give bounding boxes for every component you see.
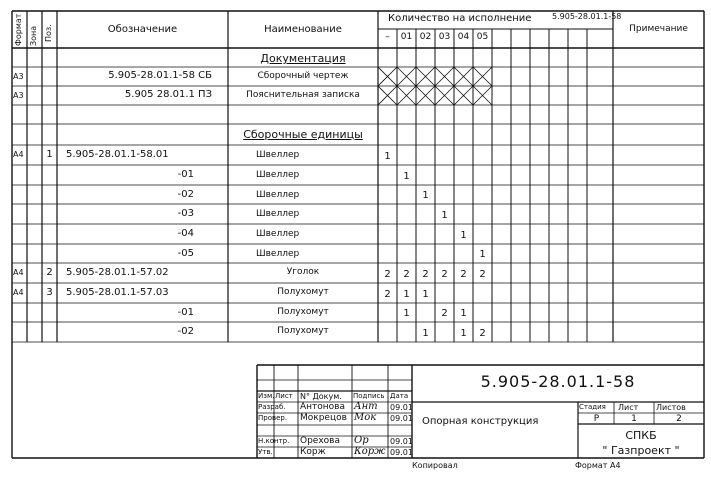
row-name: Швеллер: [256, 209, 300, 219]
row-designation: -04: [177, 228, 194, 239]
row-designation: 5.905-28.01.1-58.01: [66, 149, 169, 160]
tb-date: 09.01: [390, 414, 413, 423]
tb-signature: Ор: [354, 435, 369, 446]
qty-value: 2: [422, 269, 429, 280]
tb-role: Н.контр.: [258, 437, 290, 445]
tb-sheets: 2: [676, 414, 682, 424]
row-designation: 5.905 28.01.1 ПЗ: [124, 89, 212, 100]
row-name: Уголок: [286, 267, 320, 277]
row-designation: 5.905-28.01.1-57.02: [66, 267, 169, 278]
qty-value: 2: [441, 269, 448, 280]
row-designation: -01: [177, 169, 194, 180]
tb-signature: Корж: [354, 446, 386, 457]
qty-value: 2: [479, 269, 486, 280]
tb-hdr-izm: Изм.: [258, 392, 275, 400]
qty-value: 1: [479, 249, 486, 260]
header-variant: 03: [438, 32, 451, 42]
tb-signature: Ант: [354, 401, 378, 412]
header-qty-code: 5.905-28.01.1-58: [552, 12, 622, 21]
tb-date: 09.01: [390, 403, 413, 412]
qty-value: 1: [403, 289, 410, 300]
qty-value: 1: [422, 289, 429, 300]
row-name: Пояснительная записка: [246, 90, 360, 100]
row-pos: 1: [46, 149, 53, 160]
header-pos: Поз.: [44, 24, 53, 42]
tb-stage: Р: [593, 414, 600, 424]
row-format: А4: [13, 268, 24, 277]
tb-sheet-label: Лист: [618, 403, 639, 412]
tb-date: 09.01: [390, 437, 413, 446]
tb-person: Антонова: [300, 402, 345, 412]
tb-role: Провер.: [258, 414, 288, 422]
row-name: Сборочный чертеж: [257, 71, 349, 81]
row-format: А4: [13, 150, 24, 159]
tb-signature: Мок: [354, 412, 377, 423]
row-name: Полухомут: [277, 307, 329, 317]
qty-value: 1: [441, 210, 448, 221]
tb-document-code: 5.905-28.01.1-58: [480, 372, 636, 391]
row-format: А3: [13, 91, 24, 100]
tb-date: 09.01: [390, 448, 413, 457]
row-format: А3: [13, 72, 24, 81]
row-name: Швеллер: [256, 249, 300, 259]
tb-hdr-date: Дата: [390, 392, 409, 400]
qty-value: 2: [479, 328, 486, 339]
qty-value: 1: [422, 190, 429, 201]
header-variant: –: [385, 32, 390, 42]
footer-format: Формат А4: [575, 461, 621, 470]
tb-person: Корж: [300, 447, 326, 457]
row-designation: -02: [177, 326, 194, 337]
tb-person: Орехова: [300, 436, 340, 446]
qty-value: 1: [384, 151, 391, 162]
qty-value: 1: [460, 308, 467, 319]
header-name: Наименование: [264, 24, 342, 35]
header-designation: Обозначение: [107, 24, 178, 35]
row-name: Швеллер: [256, 229, 300, 239]
header-variant: 01: [400, 32, 413, 42]
qty-value: 1: [403, 308, 410, 319]
header-note: Примечание: [629, 24, 688, 34]
header-variant: 04: [457, 32, 470, 42]
tb-role: Разраб.: [258, 403, 286, 411]
tb-org-line1: СПКБ: [625, 429, 657, 442]
tb-role: Утв.: [258, 448, 273, 456]
tb-hdr-sign: Подпись: [353, 392, 385, 400]
qty-value: 1: [460, 230, 467, 241]
tb-stage-label: Стадия: [579, 403, 606, 411]
row-designation: -05: [177, 248, 194, 259]
row-designation: 5.905-28.01.1-57.03: [66, 287, 169, 298]
row-name: Полухомут: [277, 287, 329, 297]
tb-org-line2: " Газпроект ": [602, 444, 680, 457]
qty-value: 2: [384, 289, 391, 300]
row-name: Швеллер: [256, 190, 300, 200]
row-name: Швеллер: [256, 150, 300, 160]
tb-sheets-label: Листов: [656, 403, 686, 412]
row-designation: -01: [177, 307, 194, 318]
header-variant: 02: [419, 32, 432, 42]
qty-value: 1: [460, 328, 467, 339]
row-name: Швеллер: [256, 170, 300, 180]
qty-value: 2: [460, 269, 467, 280]
header-qty-title: Количество на исполнение: [388, 13, 532, 24]
tb-hdr-doc: N° Докум.: [300, 392, 342, 401]
qty-value: 1: [403, 171, 410, 182]
header-format: Формат: [14, 13, 23, 46]
section-docs: Документация: [260, 52, 346, 65]
qty-value: 2: [403, 269, 410, 280]
row-name: Полухомут: [277, 326, 329, 336]
qty-value: 1: [422, 328, 429, 339]
row-designation: 5.905-28.01.1-58 СБ: [108, 70, 212, 81]
footer-copied: Копировал: [412, 461, 458, 470]
row-pos: 2: [46, 267, 53, 278]
qty-value: 2: [384, 269, 391, 280]
row-designation: -03: [177, 208, 194, 219]
row-designation: -02: [177, 189, 194, 200]
header-variant: 05: [476, 32, 489, 42]
qty-value: 2: [441, 308, 448, 319]
tb-document-title: Опорная конструкция: [422, 416, 539, 427]
section-units: Сборочные единицы: [243, 128, 363, 141]
row-format: А4: [13, 288, 24, 297]
row-pos: 3: [46, 287, 53, 298]
tb-hdr-list: Лист: [275, 392, 293, 400]
tb-person: Мокрецов: [300, 413, 347, 423]
tb-sheet: 1: [631, 414, 637, 424]
header-zone: Зона: [29, 25, 38, 46]
